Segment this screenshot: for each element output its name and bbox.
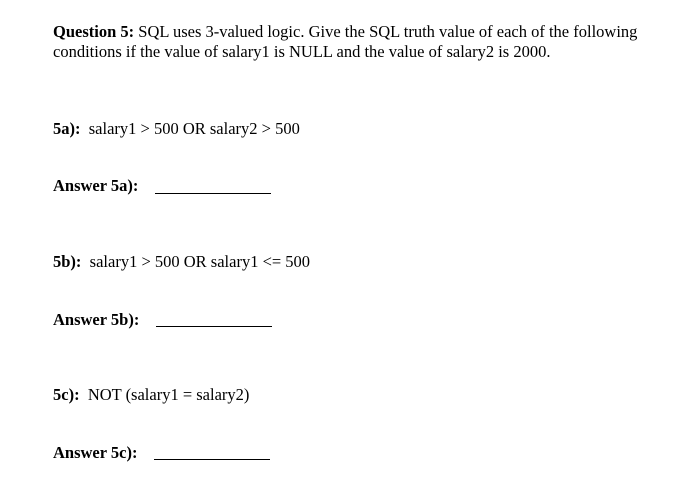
answer-5a-blank[interactable] — [155, 193, 271, 194]
question-text — [53, 22, 673, 62]
answer-5b-blank[interactable] — [156, 326, 272, 327]
question-label: Question 5: — [53, 22, 135, 41]
part-5a — [53, 119, 300, 139]
answer-5c-blank[interactable] — [154, 459, 270, 460]
part-5b — [53, 252, 310, 272]
part-5b-condition: salary1 > 500 OR salary1 <= 500 — [89, 252, 311, 271]
part-5a-condition: salary1 > 500 OR salary2 > 500 — [88, 119, 300, 138]
part-5b-label: 5b): — [53, 252, 82, 271]
question-body-line-2: conditions if the value of salary1 is NULL and the value of salary2 is 2000. — [53, 42, 551, 61]
answer-5b-row — [53, 310, 139, 330]
part-5c-label: 5c): — [53, 385, 80, 404]
part-5a-label: 5a): — [53, 119, 81, 138]
question-line-1 — [53, 22, 673, 42]
answer-5b-label: Answer 5b): — [53, 310, 140, 329]
answer-5a-row — [53, 176, 138, 196]
question-body-line-1: SQL uses 3-valued logic. Give the SQL truth value of each of the following — [138, 22, 638, 41]
answer-5a-label: Answer 5a): — [53, 176, 139, 195]
answer-5c-label: Answer 5c): — [53, 443, 138, 462]
answer-5c-row — [53, 443, 137, 463]
part-5c-condition: NOT (salary1 = salary2) — [87, 385, 250, 404]
part-5c — [53, 385, 249, 405]
